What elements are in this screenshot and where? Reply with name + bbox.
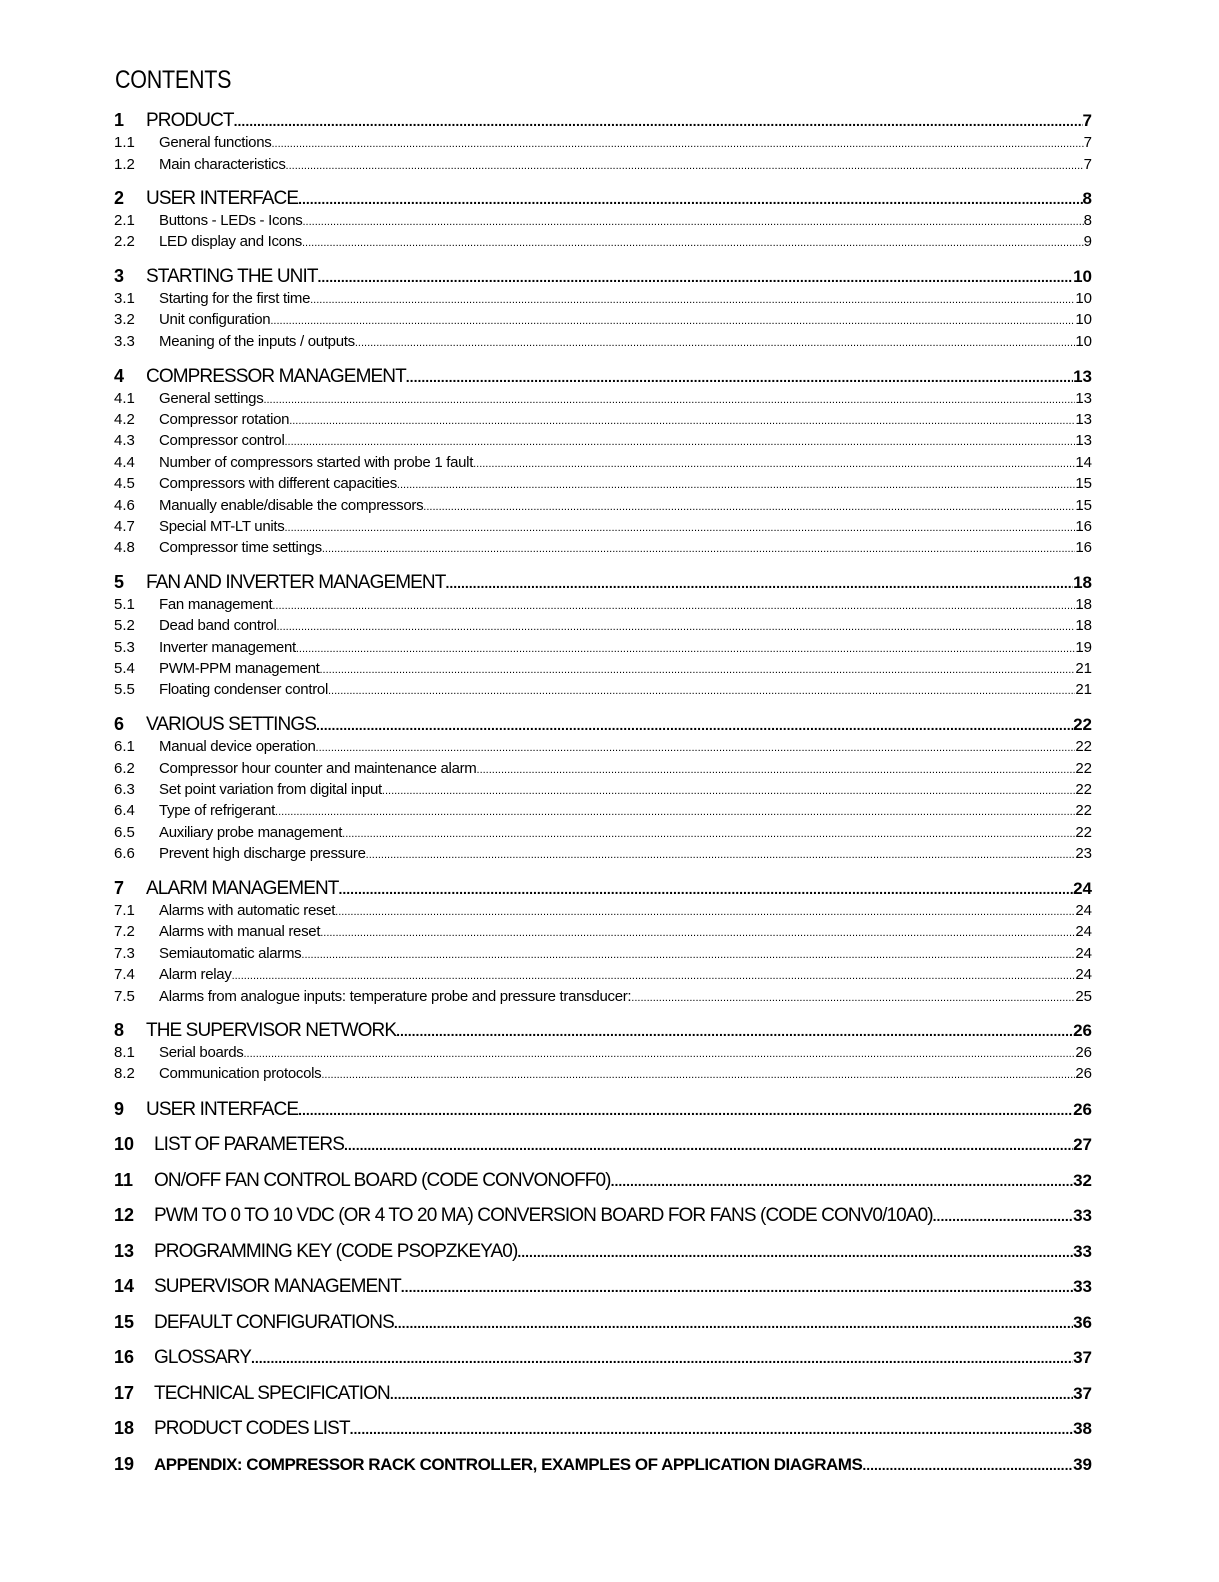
toc-entry-page: 16 xyxy=(1075,539,1092,556)
toc-entry-number: 4.6 xyxy=(114,497,135,514)
toc-entry-label: TECHNICAL SPECIFICATION xyxy=(154,1383,390,1404)
dot-leader xyxy=(284,522,1075,534)
toc-entry-page: 16 xyxy=(1075,518,1092,535)
dot-leader xyxy=(284,436,1075,448)
dot-leader xyxy=(320,927,1075,939)
toc-entry-number: 5.5 xyxy=(114,681,135,698)
toc-entry-page: 24 xyxy=(1075,923,1092,940)
toc-section-entry[interactable] xyxy=(114,760,1092,780)
dot-leader xyxy=(611,1173,1074,1189)
toc-entry-label: Manual device operation xyxy=(159,738,316,755)
toc-entry-label: Starting for the first time xyxy=(159,290,311,307)
toc-section-entry[interactable] xyxy=(114,290,1092,310)
toc-entry-page: 26 xyxy=(1073,1100,1092,1119)
toc-entry-page: 24 xyxy=(1075,945,1092,962)
toc-entry-label: THE SUPERVISOR NETWORK xyxy=(146,1020,397,1041)
toc-entry-label: LED display and Icons xyxy=(159,233,302,250)
dot-leader xyxy=(277,621,1076,633)
toc-chapter-entry[interactable] xyxy=(114,1276,1092,1300)
toc-section-entry[interactable] xyxy=(114,411,1092,431)
toc-entry-label: Meaning of the inputs / outputs xyxy=(159,333,355,350)
toc-entry-number: 11 xyxy=(114,1170,134,1190)
toc-entry-number: 5.2 xyxy=(114,617,135,634)
toc-entry-label: ON/OFF FAN CONTROL BOARD (CODE CONVONOFF0) xyxy=(154,1170,611,1191)
toc-entry-label: General settings xyxy=(159,390,264,407)
toc-chapter-entry[interactable] xyxy=(114,1454,1092,1478)
toc-entry-page: 21 xyxy=(1075,660,1092,677)
dot-leader xyxy=(342,828,1075,840)
toc-entry-number: 4.8 xyxy=(114,539,135,556)
toc-entry-number: 7.3 xyxy=(114,945,135,962)
toc-entry-page: 18 xyxy=(1073,573,1092,592)
toc-entry-number: 16 xyxy=(114,1347,135,1367)
toc-entry-label: General functions xyxy=(159,134,272,151)
toc-entry-page: 33 xyxy=(1073,1277,1092,1296)
toc-entry-number: 7.1 xyxy=(114,902,135,919)
toc-entry-number: 3.3 xyxy=(114,333,135,350)
toc-entry-number: 8.2 xyxy=(114,1065,135,1082)
toc-entry-page: 13 xyxy=(1075,411,1092,428)
toc-entry-page: 13 xyxy=(1073,367,1092,386)
toc-entry-page: 22 xyxy=(1075,738,1092,755)
toc-chapter-entry[interactable] xyxy=(114,1347,1092,1371)
dot-leader xyxy=(286,160,1084,172)
toc-chapter-entry[interactable] xyxy=(114,878,1092,902)
toc-section-entry[interactable] xyxy=(114,845,1092,865)
dot-leader xyxy=(271,138,1083,150)
toc-entry-page: 26 xyxy=(1073,1021,1092,1040)
toc-section-entry[interactable] xyxy=(114,681,1092,701)
toc-chapter-entry[interactable] xyxy=(114,1418,1092,1442)
dot-leader xyxy=(477,764,1076,776)
toc-entry-label: Alarms from analogue inputs: temperature probe and pressure transducer: xyxy=(159,988,632,1005)
toc-entry-page: 19 xyxy=(1075,639,1092,656)
dot-leader xyxy=(517,1244,1073,1260)
toc-entry-label: Fan management xyxy=(159,596,273,613)
toc-chapter-entry[interactable] xyxy=(114,366,1092,390)
toc-entry-page: 10 xyxy=(1075,311,1092,328)
dot-leader xyxy=(234,113,1083,129)
toc-section-entry[interactable] xyxy=(114,333,1092,353)
toc-section-entry[interactable] xyxy=(114,539,1092,559)
dot-leader xyxy=(406,369,1073,385)
toc-entry-label: Inverter management xyxy=(159,639,296,656)
toc-entry-label: APPENDIX: COMPRESSOR RACK CONTROLLER, EXAMPLES OF APPLICATION DIAGRAMS xyxy=(154,1455,863,1474)
toc-entry-number: 5 xyxy=(114,572,125,592)
toc-entry-page: 22 xyxy=(1075,760,1092,777)
toc-entry-number: 6.5 xyxy=(114,824,135,841)
toc-entry-page: 26 xyxy=(1075,1065,1092,1082)
toc-entry-label: Type of refrigerant xyxy=(159,802,276,819)
toc-entry-number: 7 xyxy=(114,878,125,898)
toc-entry-label: PWM-PPM management xyxy=(159,660,320,677)
toc-section-entry[interactable] xyxy=(114,902,1092,922)
dot-leader xyxy=(322,543,1075,555)
toc-entry-page: 13 xyxy=(1075,390,1092,407)
toc-section-entry[interactable] xyxy=(114,311,1092,331)
toc-entry-page: 7 xyxy=(1083,156,1092,173)
dot-leader xyxy=(862,1457,1073,1473)
toc-entry-page: 18 xyxy=(1075,617,1092,634)
toc-entry-label: PWM TO 0 TO 10 VDC (OR 4 TO 20 MA) CONVERSION BOARD FOR FANS (CODE CONV0/10A0) xyxy=(154,1205,933,1226)
dot-leader xyxy=(243,1048,1075,1060)
toc-entry-page: 10 xyxy=(1073,267,1092,286)
toc-entry-page: 14 xyxy=(1075,454,1092,471)
toc-entry-label: STARTING THE UNIT xyxy=(146,266,318,287)
toc-entry-page: 24 xyxy=(1075,966,1092,983)
toc-entry-label: USER INTERFACE xyxy=(146,1099,299,1120)
dot-leader xyxy=(366,849,1076,861)
dot-leader xyxy=(302,237,1084,249)
toc-entry-label: Compressor time settings xyxy=(159,539,322,556)
dot-leader xyxy=(263,394,1075,406)
dot-leader xyxy=(232,970,1076,982)
toc-section-entry[interactable] xyxy=(114,596,1092,616)
toc-section-entry[interactable] xyxy=(114,156,1092,176)
toc-entry-label: Dead band control xyxy=(159,617,277,634)
toc-section-entry[interactable] xyxy=(114,1044,1092,1064)
toc-section-entry[interactable] xyxy=(114,639,1092,659)
dot-leader xyxy=(394,1315,1073,1331)
toc-entry-number: 19 xyxy=(114,1454,135,1474)
toc-entry-label: Compressor rotation xyxy=(159,411,290,428)
toc-entry-number: 2 xyxy=(114,188,125,208)
toc-section-entry[interactable] xyxy=(114,945,1092,965)
toc-section-entry[interactable] xyxy=(114,432,1092,452)
toc-entry-label: Main characteristics xyxy=(159,156,286,173)
toc-entry-number: 17 xyxy=(114,1383,135,1403)
toc-entry-number: 6.2 xyxy=(114,760,135,777)
toc-entry-label: Semiautomatic alarms xyxy=(159,945,302,962)
toc-entry-label: Alarm relay xyxy=(159,966,232,983)
toc-chapter-entry[interactable] xyxy=(114,572,1092,596)
toc-section-entry[interactable] xyxy=(114,475,1092,495)
toc-entry-number: 6 xyxy=(114,714,125,734)
toc-entry-page: 15 xyxy=(1075,475,1092,492)
toc-entry-label: Prevent high discharge pressure xyxy=(159,845,366,862)
toc-chapter-entry[interactable] xyxy=(114,1241,1092,1265)
dot-leader xyxy=(270,315,1075,327)
toc-entry-number: 4.2 xyxy=(114,411,135,428)
toc-chapter-entry[interactable] xyxy=(114,1312,1092,1336)
toc-entry-label: Compressors with different capacities xyxy=(159,475,397,492)
toc-entry-number: 3.2 xyxy=(114,311,135,328)
toc-entry-number: 15 xyxy=(114,1312,135,1332)
toc-section-entry[interactable] xyxy=(114,660,1092,680)
toc-section-entry[interactable] xyxy=(114,390,1092,410)
toc-entry-page: 24 xyxy=(1073,879,1092,898)
toc-entry-page: 25 xyxy=(1075,988,1092,1005)
toc-section-entry[interactable] xyxy=(114,617,1092,637)
toc-section-entry[interactable] xyxy=(114,738,1092,758)
toc-section-entry[interactable] xyxy=(114,233,1092,253)
toc-entry-label: Auxiliary probe management xyxy=(159,824,343,841)
toc-entry-number: 6.6 xyxy=(114,845,135,862)
toc-entry-page: 23 xyxy=(1075,845,1092,862)
dot-leader xyxy=(397,479,1075,491)
toc-entry-label: Floating condenser control xyxy=(159,681,328,698)
dot-leader xyxy=(321,1069,1075,1081)
toc-entry-label: Buttons - LEDs - Icons xyxy=(159,212,303,229)
toc-chapter-entry[interactable] xyxy=(114,1383,1092,1407)
toc-chapter-entry[interactable] xyxy=(114,188,1092,212)
dot-leader xyxy=(316,717,1073,733)
toc-entry-label: COMPRESSOR MANAGEMENT xyxy=(146,366,406,387)
dot-leader xyxy=(335,906,1075,918)
dot-leader xyxy=(344,1137,1073,1153)
dot-leader xyxy=(382,785,1075,797)
toc-entry-page: 37 xyxy=(1073,1384,1092,1403)
toc-entry-number: 8.1 xyxy=(114,1044,135,1061)
toc-entry-label: FAN AND INVERTER MANAGEMENT xyxy=(146,572,446,593)
toc-entry-page: 26 xyxy=(1075,1044,1092,1061)
toc-entry-label: SUPERVISOR MANAGEMENT xyxy=(154,1276,401,1297)
toc-entry-label: ALARM MANAGEMENT xyxy=(146,878,339,899)
toc-section-entry[interactable] xyxy=(114,923,1092,943)
contents-title: CONTENTS xyxy=(115,66,232,94)
toc-entry-label: PRODUCT CODES LIST xyxy=(154,1418,350,1439)
toc-entry-number: 4.7 xyxy=(114,518,135,535)
toc-entry-number: 13 xyxy=(114,1241,135,1261)
toc-section-entry[interactable] xyxy=(114,781,1092,801)
toc-entry-page: 37 xyxy=(1073,1348,1092,1367)
toc-entry-label: Serial boards xyxy=(159,1044,244,1061)
toc-entry-page: 8 xyxy=(1083,212,1092,229)
toc-section-entry[interactable] xyxy=(114,497,1092,517)
toc-chapter-entry[interactable] xyxy=(114,266,1092,290)
toc-entry-page: 13 xyxy=(1075,432,1092,449)
dot-leader xyxy=(298,191,1082,207)
dot-leader xyxy=(933,1208,1073,1224)
toc-entry-page: 33 xyxy=(1073,1242,1092,1261)
toc-section-entry[interactable] xyxy=(114,454,1092,474)
toc-entry-page: 32 xyxy=(1073,1171,1092,1190)
dot-leader xyxy=(298,1102,1073,1118)
toc-entry-label: USER INTERFACE xyxy=(146,188,299,209)
toc-entry-page: 36 xyxy=(1073,1313,1092,1332)
dot-leader xyxy=(319,664,1075,676)
dot-leader xyxy=(350,1421,1073,1437)
toc-entry-page: 21 xyxy=(1075,681,1092,698)
toc-entry-label: Alarms with manual reset xyxy=(159,923,321,940)
toc-entry-number: 6.1 xyxy=(114,738,135,755)
toc-entry-number: 8 xyxy=(114,1020,125,1040)
dot-leader xyxy=(401,1279,1073,1295)
toc-chapter-entry[interactable] xyxy=(114,714,1092,738)
toc-entry-page: 24 xyxy=(1075,902,1092,919)
dot-leader xyxy=(272,600,1075,612)
toc-entry-number: 1.1 xyxy=(114,134,135,151)
toc-entry-page: 7 xyxy=(1082,111,1092,130)
toc-section-entry[interactable] xyxy=(114,824,1092,844)
toc-entry-label: PRODUCT xyxy=(146,110,234,131)
toc-section-entry[interactable] xyxy=(114,988,1092,1008)
dot-leader xyxy=(473,458,1075,470)
toc-entry-page: 22 xyxy=(1075,824,1092,841)
toc-entry-page: 7 xyxy=(1083,134,1092,151)
toc-chapter-entry[interactable] xyxy=(114,1020,1092,1044)
toc-section-entry[interactable] xyxy=(114,212,1092,232)
toc-entry-page: 38 xyxy=(1073,1419,1092,1438)
toc-entry-number: 18 xyxy=(114,1418,135,1438)
toc-section-entry[interactable] xyxy=(114,518,1092,538)
toc-entry-number: 12 xyxy=(114,1205,135,1225)
toc-entry-page: 10 xyxy=(1075,333,1092,350)
dot-leader xyxy=(390,1386,1073,1402)
dot-leader xyxy=(328,685,1075,697)
toc-chapter-entry[interactable] xyxy=(114,1134,1092,1158)
toc-entry-label: VARIOUS SETTINGS xyxy=(146,714,316,735)
toc-entry-page: 33 xyxy=(1073,1206,1092,1225)
dot-leader xyxy=(318,269,1074,285)
toc-entry-label: DEFAULT CONFIGURATIONS xyxy=(154,1312,394,1333)
toc-entry-number: 4.4 xyxy=(114,454,135,471)
toc-entry-label: PROGRAMMING KEY (CODE PSOPZKEYA0) xyxy=(154,1241,518,1262)
toc-chapter-entry[interactable] xyxy=(114,1170,1092,1194)
toc-entry-label: Alarms with automatic reset xyxy=(159,902,336,919)
toc-entry-number: 5.3 xyxy=(114,639,135,656)
toc-entry-number: 3.1 xyxy=(114,290,135,307)
toc-chapter-entry[interactable] xyxy=(114,1205,1092,1229)
toc-entry-label: Set point variation from digital input xyxy=(159,781,382,798)
dot-leader xyxy=(355,337,1075,349)
toc-entry-page: 39 xyxy=(1073,1455,1092,1474)
toc-entry-number: 4 xyxy=(114,366,125,386)
toc-entry-label: Compressor control xyxy=(159,432,285,449)
toc-entry-number: 4.1 xyxy=(114,390,135,407)
toc-entry-number: 3 xyxy=(114,266,125,286)
toc-entry-page: 10 xyxy=(1075,290,1092,307)
dot-leader xyxy=(296,643,1075,655)
toc-entry-number: 14 xyxy=(114,1276,135,1296)
toc-entry-page: 27 xyxy=(1073,1135,1092,1154)
toc-entry-label: Communication protocols xyxy=(159,1065,322,1082)
toc-entry-number: 1.2 xyxy=(114,156,135,173)
dot-leader xyxy=(339,881,1074,897)
dot-leader xyxy=(310,294,1075,306)
toc-entry-page: 9 xyxy=(1083,233,1092,250)
toc-entry-label: LIST OF PARAMETERS xyxy=(154,1134,345,1155)
dot-leader xyxy=(316,742,1076,754)
dot-leader xyxy=(275,806,1075,818)
toc-chapter-entry[interactable] xyxy=(114,1099,1092,1123)
toc-entry-number: 5.1 xyxy=(114,596,135,613)
toc-entry-page: 15 xyxy=(1075,497,1092,514)
toc-section-entry[interactable] xyxy=(114,1065,1092,1085)
toc-entry-label: Unit configuration xyxy=(159,311,271,328)
toc-section-entry[interactable] xyxy=(114,966,1092,986)
dot-leader xyxy=(301,949,1075,961)
toc-entry-number: 7.5 xyxy=(114,988,135,1005)
dot-leader xyxy=(445,575,1073,591)
dot-leader xyxy=(396,1023,1073,1039)
toc-entry-label: Special MT-LT units xyxy=(159,518,285,535)
toc-entry-page: 22 xyxy=(1075,781,1092,798)
toc-entry-number: 10 xyxy=(114,1134,135,1154)
toc-entry-number: 6.4 xyxy=(114,802,135,819)
toc-entry-number: 1 xyxy=(114,110,125,130)
toc-entry-number: 2.2 xyxy=(114,233,135,250)
toc-entry-number: 4.5 xyxy=(114,475,135,492)
toc-entry-number: 7.2 xyxy=(114,923,135,940)
toc-entry-page: 8 xyxy=(1082,189,1092,208)
toc-entry-number: 6.3 xyxy=(114,781,135,798)
dot-leader xyxy=(302,216,1083,228)
toc-section-entry[interactable] xyxy=(114,802,1092,822)
toc-entry-page: 22 xyxy=(1075,802,1092,819)
toc-entry-page: 22 xyxy=(1073,715,1092,734)
toc-entry-label: Compressor hour counter and maintenance alarm xyxy=(159,760,477,777)
toc-entry-label: Number of compressors started with probe 1 fault xyxy=(159,454,474,471)
toc-entry-number: 5.4 xyxy=(114,660,135,677)
toc-entry-label: Manually enable/disable the compressors xyxy=(159,497,424,514)
dot-leader xyxy=(631,992,1075,1004)
toc-entry-number: 9 xyxy=(114,1099,125,1119)
toc-entry-number: 2.1 xyxy=(114,212,135,229)
toc-entry-number: 7.4 xyxy=(114,966,135,983)
toc-entry-label: GLOSSARY xyxy=(154,1347,251,1368)
toc-entry-page: 18 xyxy=(1075,596,1092,613)
dot-leader xyxy=(251,1350,1073,1366)
toc-section-entry[interactable] xyxy=(114,134,1092,154)
dot-leader xyxy=(423,501,1075,513)
dot-leader xyxy=(289,415,1075,427)
toc-chapter-entry[interactable] xyxy=(114,110,1092,134)
toc-entry-number: 4.3 xyxy=(114,432,135,449)
